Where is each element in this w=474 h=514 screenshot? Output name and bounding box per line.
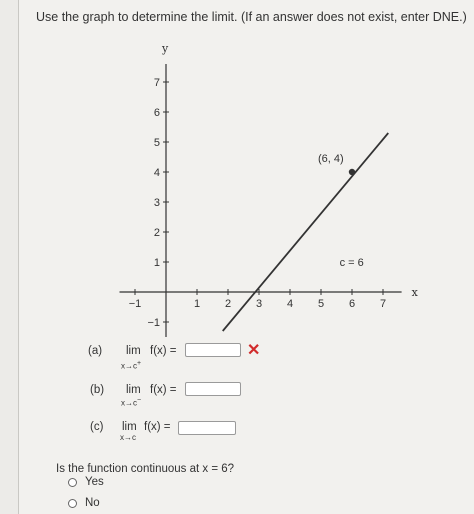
y-tick-label: 2 — [153, 227, 160, 239]
option-no[interactable] — [68, 497, 100, 509]
question-prompt: Use the graph to determine the limit. (If an answer does not exist, enter DNE.) — [36, 10, 467, 24]
part-b-answer-input[interactable] — [185, 382, 241, 396]
y-tick-label: 5 — [153, 137, 160, 149]
y-tick-label: 3 — [153, 197, 160, 209]
x-tick-label: −1 — [128, 298, 142, 310]
option-no-label: No — [85, 497, 100, 509]
x-tick-label: 1 — [193, 298, 201, 310]
option-yes-label: Yes — [85, 476, 104, 488]
c-annotation: c = 6 — [339, 257, 364, 269]
y-tick-label: −1 — [147, 317, 160, 329]
part-a-letter: (a) — [88, 345, 103, 357]
y-tick-label: 7 — [153, 77, 160, 89]
y-tick-label: 4 — [153, 167, 160, 179]
x-tick-label: 7 — [379, 298, 387, 310]
part-a-lim: lim — [126, 345, 141, 357]
x-tick-label: 5 — [317, 298, 325, 310]
x-tick-label: 2 — [224, 298, 232, 310]
part-c-subscript: x→c — [120, 433, 136, 442]
y-tick-label: 1 — [153, 257, 160, 269]
part-c-lim: lim — [122, 421, 137, 433]
part-b-subscript: x→c− — [121, 397, 142, 408]
part-a-answer-input[interactable] — [185, 343, 241, 357]
x-axis-label: x — [411, 286, 418, 299]
x-tick-label: 3 — [255, 298, 263, 310]
part-b-function: f(x) = — [150, 384, 177, 396]
y-tick-label: 6 — [153, 107, 160, 119]
graph-marks — [223, 133, 389, 331]
part-b-lim: lim — [126, 384, 141, 396]
x-tick-label: 6 — [348, 298, 356, 310]
part-c-answer-input[interactable] — [178, 421, 236, 435]
y-axis-label: y — [162, 42, 169, 55]
point-6-4 — [349, 169, 355, 175]
part-a-subscript: x→c+ — [121, 360, 142, 371]
part-c-letter: (c) — [90, 421, 104, 433]
radio-yes[interactable] — [68, 478, 77, 487]
part-b-letter: (b) — [90, 384, 105, 396]
x-tick-label: 4 — [286, 298, 294, 310]
continuity-question: Is the function continuous at x = 6? — [56, 463, 235, 475]
function-line — [223, 133, 389, 331]
radio-no[interactable] — [68, 499, 77, 508]
part-c-function: f(x) = — [144, 421, 171, 433]
axes — [120, 42, 419, 337]
point-label: (6, 4) — [318, 153, 344, 165]
option-yes[interactable] — [68, 476, 104, 488]
part-a-function: f(x) = — [150, 345, 177, 357]
ticks — [129, 77, 386, 329]
incorrect-x-icon: ✕ — [247, 342, 261, 359]
